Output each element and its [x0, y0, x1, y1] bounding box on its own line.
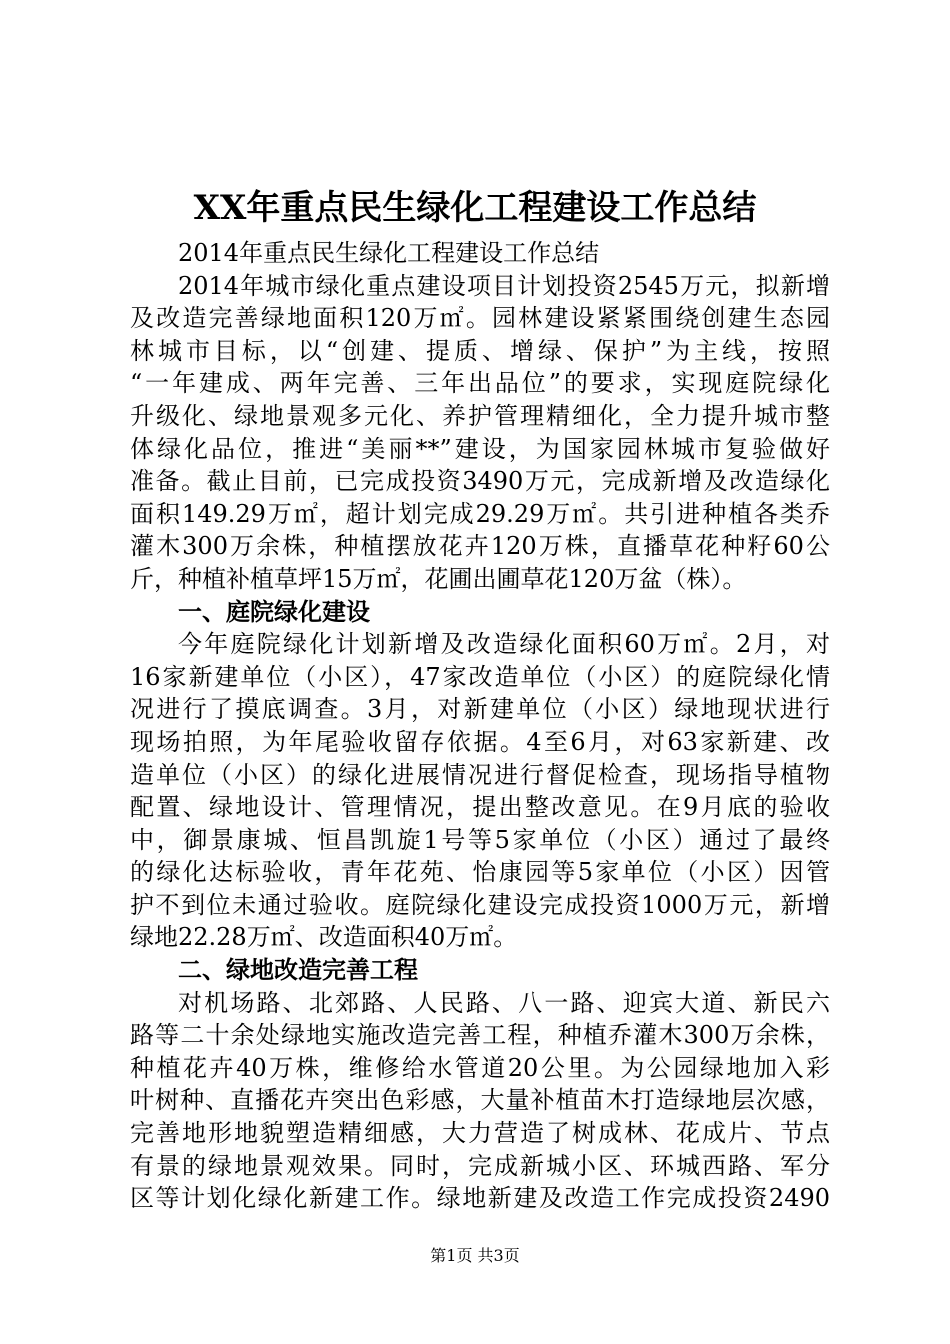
section1-paragraph-line: 况进行了摸底调查。3月，对新建单位（小区）绿地现状进行 [130, 695, 830, 724]
document-title: XX年重点民生绿化工程建设工作总结 [193, 188, 757, 228]
section2-paragraph-line: 有景的绿地景观效果。同时，完成新城小区、环城西路、军分 [130, 1151, 830, 1180]
section1-paragraph-line: 的绿化达标验收，青年花苑、怡康园等5家单位（小区）因管 [130, 858, 830, 887]
section-heading-greenland: 二、绿地改造完善工程 [178, 955, 418, 985]
intro-paragraph-line: 林城市目标，以“创建、提质、增绿、保护”为主线，按照 [130, 336, 830, 365]
section1-paragraph-line: 绿地22.28万㎡、改造面积40万㎡。 [130, 923, 518, 952]
section2-paragraph-line: 种植花卉40万株，维修给水管道20公里。为公园绿地加入彩 [130, 1053, 830, 1082]
document-body [130, 237, 830, 1215]
intro-paragraph-line: “一年建成、两年完善、三年出品位”的要求，实现庭院绿化 [130, 369, 830, 398]
section-heading-courtyard: 一、庭院绿化建设 [178, 596, 370, 626]
intro-paragraph-line: 升级化、绿地景观多元化、养护管理精细化，全力提升城市整 [130, 401, 830, 430]
section2-paragraph-line: 完善地形地貌塑造精细感，大力营造了树成林、花成片、节点 [130, 1119, 830, 1148]
section1-paragraph-line: 配置、绿地设计、管理情况，提出整改意见。在9月底的验收 [130, 793, 830, 822]
intro-paragraph-line: 斤，种植补植草坪15万㎡，花圃出圃草花120万盆（株）。 [130, 564, 747, 593]
section1-paragraph-line: 现场拍照，为年尾验收留存依据。4至6月，对63家新建、改 [130, 727, 830, 756]
section2-paragraph-line: 对机场路、北郊路、人民路、八一路、迎宾大道、新民六 [178, 988, 830, 1017]
intro-paragraph-line: 2014年城市绿化重点建设项目计划投资2545万元，拟新增 [178, 271, 830, 300]
intro-paragraph-line: 灌木300万余株，种植摆放花卉120万株，直播草花种籽60公 [130, 532, 830, 561]
document-subtitle: 2014年重点民生绿化工程建设工作总结 [178, 239, 600, 267]
section1-paragraph-line: 16家新建单位（小区），47家改造单位（小区）的庭院绿化情 [130, 662, 830, 691]
section2-paragraph-line: 叶树种、直播花卉突出色彩感，大量补植苗木打造绿地层次感， [130, 1086, 830, 1115]
section1-paragraph-line: 今年庭院绿化计划新增及改造绿化面积60万㎡。2月，对 [178, 630, 830, 659]
intro-paragraph-line: 及改造完善绿地面积120万㎡。园林建设紧紧围绕创建生态园 [130, 304, 830, 333]
section1-paragraph-line: 护不到位未通过验收。庭院绿化建设完成投资1000万元，新增 [130, 890, 830, 919]
section2-paragraph-line: 路等二十余处绿地实施改造完善工程，种植乔灌木300万余株， [130, 1021, 830, 1050]
section2-paragraph-line: 区等计划化绿化新建工作。绿地新建及改造工作完成投资2490 [130, 1184, 830, 1213]
section1-paragraph-line: 中，御景康城、恒昌凯旋1号等5家单位（小区）通过了最终 [130, 825, 830, 854]
intro-paragraph-line: 体绿化品位，推进“美丽**”建设，为国家园林城市复验做好 [130, 434, 830, 463]
intro-paragraph-line: 准备。截止目前，已完成投资3490万元，完成新增及改造绿化 [130, 467, 830, 496]
intro-paragraph-line: 面积149.29万㎡，超计划完成29.29万㎡。共引进种植各类乔 [130, 499, 830, 528]
page-number-footer: 第1页 共3页 [430, 1246, 520, 1265]
section1-paragraph-line: 造单位（小区）的绿化进展情况进行督促检查，现场指导植物 [130, 760, 830, 789]
